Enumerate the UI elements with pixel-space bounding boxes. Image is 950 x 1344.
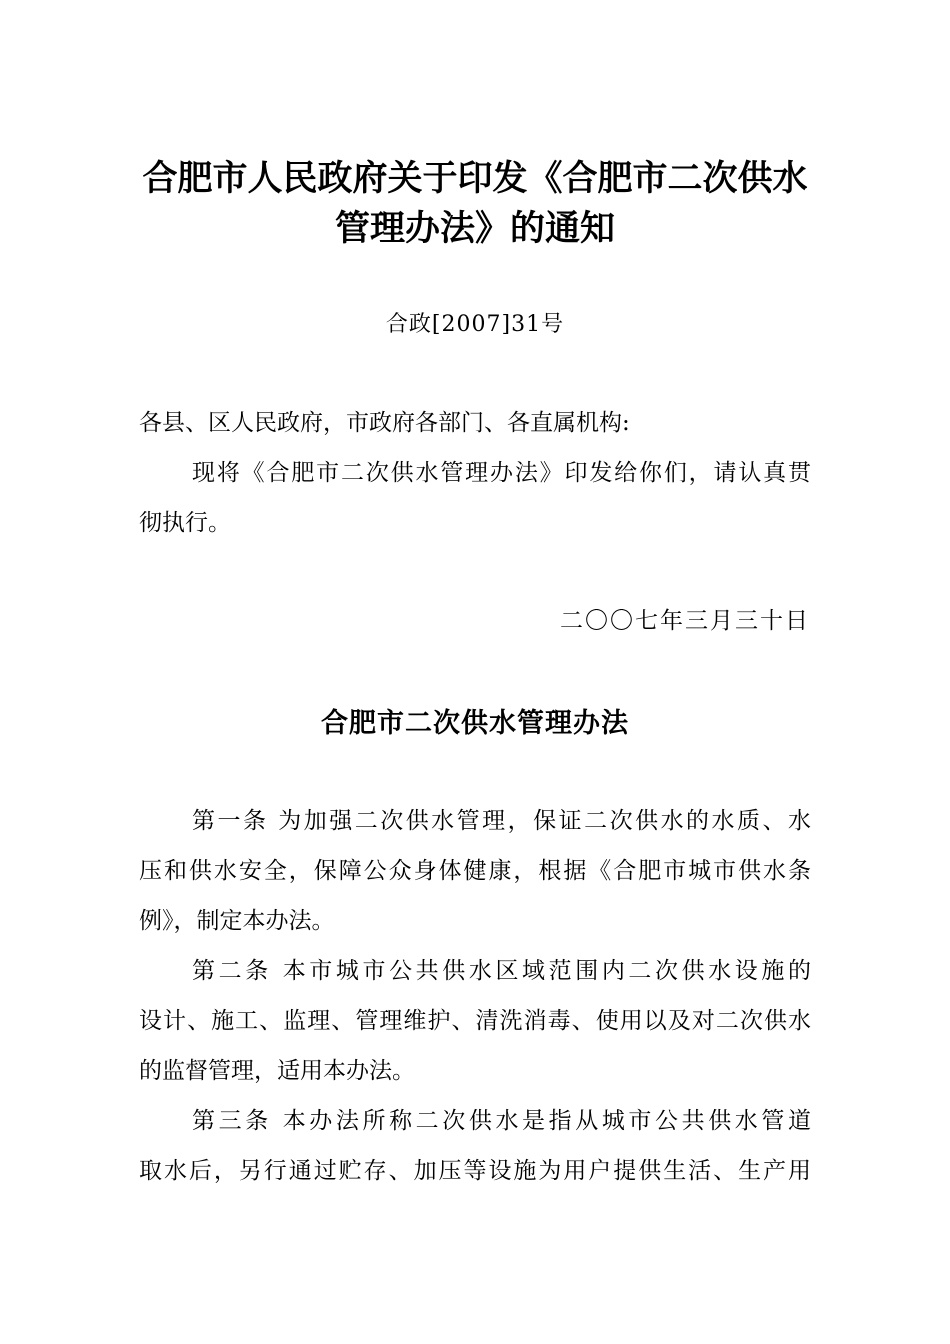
article-2-line-2: 设计、施工、监理、管理维护、清洗消毒、使用以及对二次供水 xyxy=(139,1008,811,1034)
article-3-line-1: 第三条 本办法所称二次供水是指从城市公共供水管道 xyxy=(192,1108,811,1134)
article-3-line-2: 取水后，另行通过贮存、加压等设施为用户提供生活、生产用 xyxy=(139,1158,811,1184)
document-title-line-2: 管理办法》的通知 xyxy=(334,208,615,249)
article-2-line-3: 的监督管理，适用本办法。 xyxy=(139,1058,415,1084)
article-1-line-3: 例》，制定本办法。 xyxy=(139,908,335,934)
notice-line-2: 彻执行。 xyxy=(139,510,231,536)
issue-date: 二〇〇七年三月三十日 xyxy=(560,608,810,634)
article-1-line-2: 压和供水安全，保障公众身体健康，根据《合肥市城市供水条 xyxy=(139,858,811,884)
document-title-line-1: 合肥市人民政府关于印发《合肥市二次供水 xyxy=(142,158,808,199)
notice-line-1: 现将《合肥市二次供水管理办法》印发给你们，请认真贯 xyxy=(192,460,811,486)
article-2-line-1: 第二条 本市城市公共供水区域范围内二次供水设施的 xyxy=(192,958,811,984)
article-1-line-1: 第一条 为加强二次供水管理，保证二次供水的水质、水 xyxy=(192,808,811,834)
document-number: 合政[2007]31号 xyxy=(385,312,565,337)
regulation-title: 合肥市二次供水管理办法 xyxy=(321,708,629,739)
salutation: 各县、区人民政府，市政府各部门、各直属机构: xyxy=(139,410,630,436)
